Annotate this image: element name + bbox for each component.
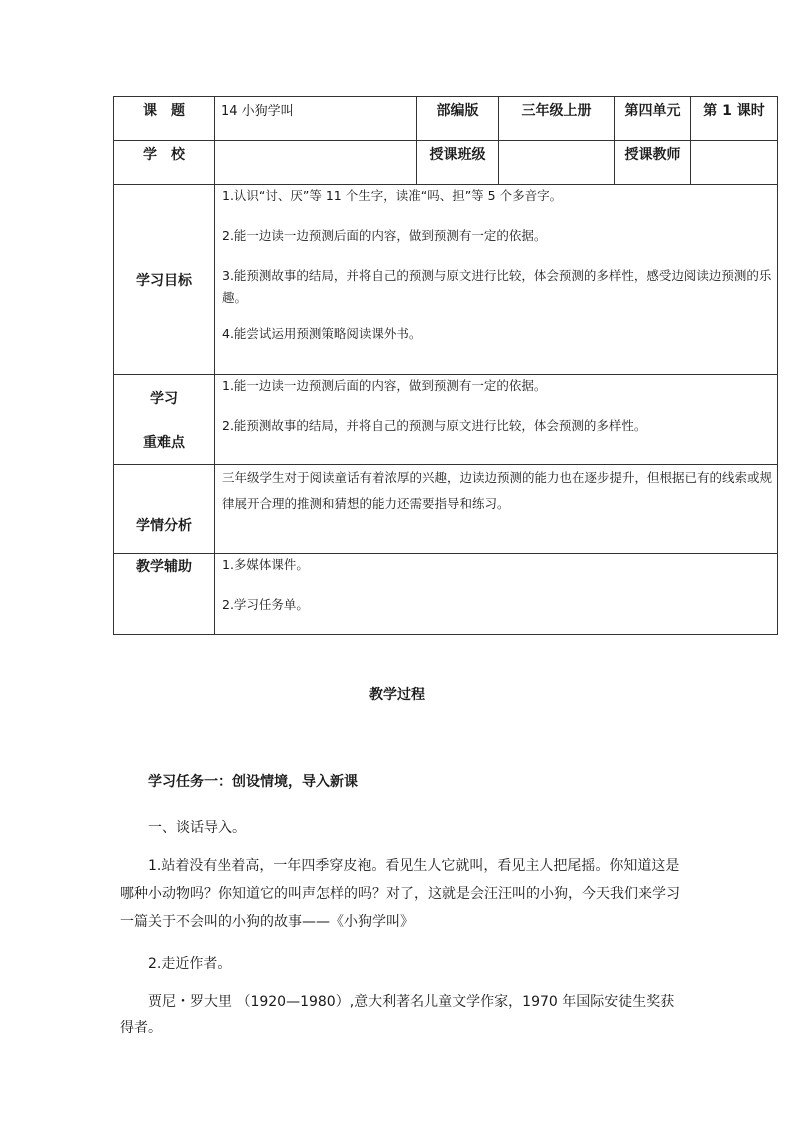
goal-item: 1.认识“讨、厌”等 11 个生字，读准“吗、担”等 5 个多音字。: [222, 188, 563, 203]
keypoints-content: [215, 375, 778, 465]
section-heading: 一、谈话导入。: [148, 820, 246, 836]
label-keypoints-line2: 重难点: [143, 434, 185, 451]
analysis-content: [215, 465, 778, 554]
lesson-title: 14 小狗学叫: [215, 97, 417, 141]
intro-paragraph: 1.站着没有坐着高，一年四季穿皮袍。看见生人它就叫，看见主人把尾摇。你知道这是哪种小动物吗？你知道它的叫声怎样的吗？对了，这就是会汪汪叫的小狗，今天我们来学习一篇关于不会叫的小狗的故事——《小狗学叫》: [120, 858, 680, 930]
aids-content: [215, 554, 778, 635]
label-aids: 教学辅助: [114, 554, 215, 635]
aid-item: 2.学习任务单。: [222, 597, 309, 612]
keypoint-item: 1.能一边读一边预测后面的内容，做到预测有一定的依据。: [222, 378, 547, 393]
label-teacher: 授课教师: [615, 141, 691, 185]
goal-item: 2.能一边读一边预测后面的内容，做到预测有一定的依据。: [222, 228, 547, 243]
analysis-text: 三年级学生对于阅读童话有着浓厚的兴趣，边读边预测的能力也在逐步提升，但根据已有的线索或规律展开合理的推测和猜想的能力还需要指导和练习。: [222, 470, 773, 511]
goals-content: [215, 185, 778, 375]
process-title: 教学过程: [369, 687, 425, 703]
label-school: 学 校: [114, 141, 215, 185]
class-value: [499, 141, 615, 185]
row-lesson: [114, 97, 778, 141]
label-analysis: 学情分析: [114, 465, 215, 554]
task1-heading: 学习任务一：创设情境，导入新课: [148, 774, 358, 790]
row-keypoints: [114, 375, 778, 465]
goal-item: 4.能尝试运用预测策略阅读课外书。: [222, 326, 422, 341]
author-info: 贾尼・罗大里 （1920—1980）,意大利著名儿童文学作家，1970 年国际安徒生奖获得者。: [120, 994, 675, 1036]
unit: 第四单元: [615, 97, 691, 141]
label-goals: 学习目标: [114, 185, 215, 375]
grade: 三年级上册: [499, 97, 615, 141]
row-goals: [114, 185, 778, 375]
label-keypoints: [114, 375, 215, 465]
row-analysis: [114, 465, 778, 554]
label-topic: 课 题: [114, 97, 215, 141]
row-school: [114, 141, 778, 185]
lesson-plan-table: [113, 96, 778, 635]
row-aids: [114, 554, 778, 635]
author-heading: 2.走近作者。: [148, 956, 232, 972]
edition: 部编版: [417, 97, 499, 141]
teacher-value: [691, 141, 778, 185]
label-class: 授课班级: [417, 141, 499, 185]
keypoint-item: 2.能预测故事的结局，并将自己的预测与原文进行比较，体会预测的多样性。: [222, 418, 647, 433]
school-value: [215, 141, 417, 185]
label-keypoints-line1: 学习: [150, 390, 178, 407]
aid-item: 1.多媒体课件。: [222, 557, 309, 572]
period: 第 1 课时: [691, 97, 778, 141]
goal-item: 3.能预测故事的结局，并将自己的预测与原文进行比较，体会预测的多样性，感受边阅读边预测的乐趣。: [222, 268, 772, 305]
